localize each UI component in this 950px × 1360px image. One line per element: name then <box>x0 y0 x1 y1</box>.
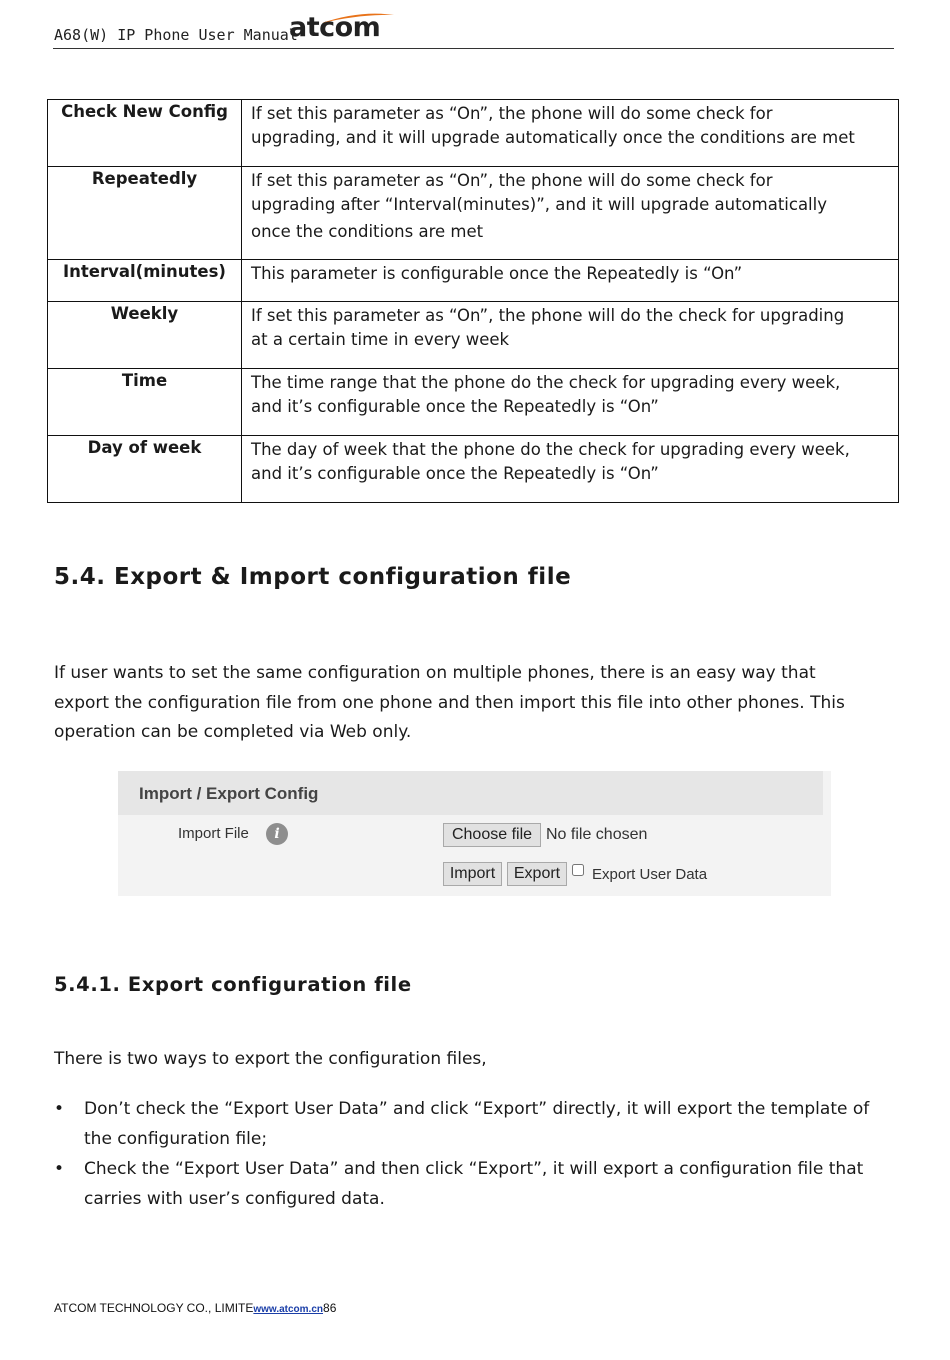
param-description: If set this parameter as “On”, the phone will do the check for upgrading at a certain time in every week <box>242 302 899 369</box>
info-icon[interactable]: i <box>266 823 288 845</box>
list-item: • Don’t check the “Export User Data” and click “Export” directly, it will export the template of the configuration file; <box>54 1094 904 1154</box>
param-name: Repeatedly <box>48 167 242 260</box>
page-header <box>53 12 894 49</box>
choose-file-button[interactable]: Choose file <box>443 823 541 847</box>
param-description: If set this parameter as “On”, the phone will do some check for upgrading, and it will upgrade automatically once the conditions are met <box>242 100 899 167</box>
bullet-icon: • <box>54 1099 65 1119</box>
no-file-status: No file chosen <box>546 826 648 843</box>
table-row <box>48 436 899 503</box>
section-heading-5-4-1: 5.4.1. Export configuration file <box>54 973 412 996</box>
panel-header <box>118 771 823 815</box>
list-item: • Check the “Export User Data” and then click “Export”, it will export a configuration file that carries with user’s configured data. <box>54 1154 904 1214</box>
export-methods-list <box>54 1094 904 1214</box>
export-user-data-label[interactable]: Export User Data <box>592 866 708 883</box>
param-name: Weekly <box>48 302 242 369</box>
page-number: 86 <box>323 1301 337 1315</box>
manual-title: A68(W) IP Phone User Manual <box>54 26 298 44</box>
import-file-label: Import File <box>178 825 249 842</box>
param-description: This parameter is configurable once the Repeatedly is “On” <box>242 260 899 302</box>
export-button[interactable]: Export <box>507 862 567 886</box>
website-link[interactable]: www.atcom.cn <box>253 1304 324 1315</box>
table-row <box>48 100 899 167</box>
table-row <box>48 369 899 436</box>
table-row <box>48 260 899 302</box>
upgrade-parameters-table <box>47 99 899 503</box>
import-button[interactable]: Import <box>443 862 502 886</box>
param-name: Time <box>48 369 242 436</box>
section-5-4-paragraph: If user wants to set the same configuration on multiple phones, there is an easy way that export the configuration file from one phone and then import this file into other phones. This operation can be completed via Web only. <box>54 663 845 742</box>
company-name: ATCOM TECHNOLOGY CO., LIMITE <box>54 1301 254 1315</box>
param-name: Day of week <box>48 436 242 503</box>
param-description: If set this parameter as “On”, the phone will do some check for upgrading after “Interval(minutes)”, and it will upgrade automatically once the conditions are met <box>242 167 899 260</box>
section-heading-5-4: 5.4. Export & Import configuration file <box>54 564 572 590</box>
param-description: The day of week that the phone do the check for upgrading every week, and it’s configurable once the Repeatedly is “On” <box>242 436 899 503</box>
import-export-config-panel <box>118 771 831 896</box>
section-5-4-1-intro: There is two ways to export the configuration files, <box>54 1049 487 1069</box>
panel-title: Import / Export Config <box>139 784 319 803</box>
logo-swoosh-icon <box>320 12 396 24</box>
table-row <box>48 302 899 369</box>
param-name: Check New Config <box>48 100 242 167</box>
export-user-data-checkbox[interactable] <box>572 864 584 876</box>
param-name: Interval(minutes) <box>48 260 242 302</box>
param-description: The time range that the phone do the check for upgrading every week, and it’s configurable once the Repeatedly is “On” <box>242 369 899 436</box>
table-row <box>48 167 899 260</box>
page-footer <box>54 1301 336 1315</box>
atcom-logo: atcom <box>289 12 381 43</box>
bullet-icon: • <box>54 1159 65 1179</box>
